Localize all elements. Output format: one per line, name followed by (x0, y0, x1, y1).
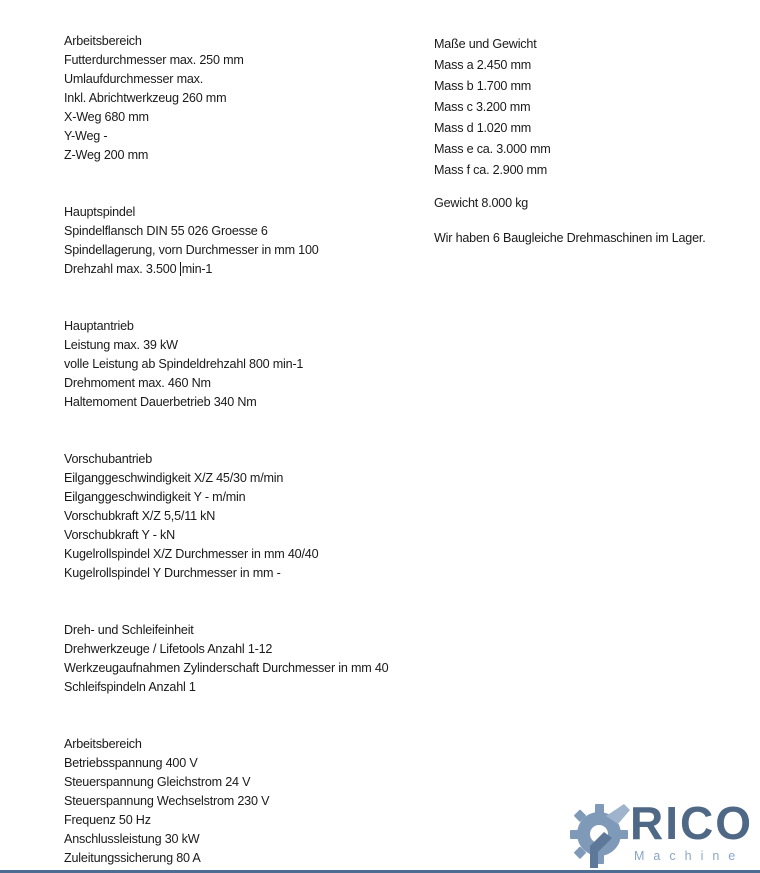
spec-line: Frequenz 50 Hz (64, 813, 151, 827)
logo-subtitle: Machine (634, 849, 745, 863)
dimension-line: Mass b 1.700 mm (434, 79, 532, 93)
spec-line: Eilganggeschwindigkeit Y - m/min (64, 490, 246, 504)
spec-line: Y-Weg - (64, 129, 108, 143)
spec-line: Leistung max. 39 kW (64, 338, 178, 352)
dimension-line: Mass d 1.020 mm (434, 121, 532, 135)
spec-line: Anschlussleistung 30 kW (64, 832, 200, 846)
logo-wordmark: RICO (630, 797, 753, 849)
spec-line: Spindelflansch DIN 55 026 Groesse 6 (64, 224, 268, 238)
spec-line: Kugelrollspindel Y Durchmesser in mm - (64, 566, 281, 580)
weight-line: Gewicht 8.000 kg (434, 196, 529, 210)
dimension-line: Mass a 2.450 mm (434, 58, 532, 72)
section-heading: Vorschubantrieb (64, 452, 153, 466)
dimension-line: Mass c 3.200 mm (434, 100, 531, 114)
spec-line: Vorschubkraft Y - kN (64, 528, 176, 542)
spec-line: Haltemoment Dauerbetrieb 340 Nm (64, 395, 257, 409)
spec-line: Werkzeugaufnahmen Zylinderschaft Durchmesser in mm 40 (64, 661, 389, 675)
section-hauptantrieb (64, 317, 454, 412)
stock-note: Wir haben 6 Baugleiche Drehmaschinen im Lager. (434, 231, 706, 245)
section-heading: Hauptantrieb (64, 319, 134, 333)
section-hauptspindel (64, 203, 454, 279)
spec-line: X-Weg 680 mm (64, 110, 149, 124)
section-arbeitsbereich (64, 32, 454, 165)
section-heading: Hauptspindel (64, 205, 136, 219)
spec-line: Umlaufdurchmesser max. (64, 72, 204, 86)
section-heading: Arbeitsbereich (64, 737, 142, 751)
spec-line: volle Leistung ab Spindeldrehzahl 800 min-1 (64, 357, 304, 371)
spec-line: Betriebsspannung 400 V (64, 756, 198, 770)
spec-line: Schleifspindeln Anzahl 1 (64, 680, 196, 694)
spec-line: Zuleitungssicherung 80 A (64, 851, 201, 865)
spec-line: Steuerspannung Gleichstrom 24 V (64, 775, 251, 789)
dimension-line: Mass f ca. 2.900 mm (434, 163, 548, 177)
spec-line: Steuerspannung Wechselstrom 230 V (64, 794, 270, 808)
dimension-line: Mass e ca. 3.000 mm (434, 142, 551, 156)
spec-line: Inkl. Abrichtwerkzeug 260 mm (64, 91, 227, 105)
spec-line-part: Drehzahl max. 3.500 (64, 262, 177, 276)
section-vorschubantrieb (64, 450, 454, 583)
spec-line: Futterdurchmesser max. 250 mm (64, 53, 244, 67)
section-heading: Dreh- und Schleifeinheit (64, 623, 194, 637)
section-arbeitsbereich-elektrik (64, 735, 454, 868)
spec-line: Drehmoment max. 460 Nm (64, 376, 211, 390)
spec-line: Drehwerkzeuge / Lifetools Anzahl 1-12 (64, 642, 273, 656)
left-column (64, 32, 454, 868)
spec-line (64, 260, 454, 279)
spec-line: Vorschubkraft X/Z 5,5/11 kN (64, 509, 216, 523)
spec-line: Spindellagerung, vorn Durchmesser in mm 100 (64, 243, 319, 257)
section-heading: Arbeitsbereich (64, 34, 142, 48)
section-dreh-und-schleifeinheit (64, 621, 454, 697)
spec-line: Z-Weg 200 mm (64, 148, 149, 162)
section-heading-masse-und-gewicht: Maße und Gewicht (434, 37, 537, 51)
gear-wrench-icon (570, 804, 630, 868)
spec-line-part: min-1 (181, 262, 213, 276)
right-column (434, 34, 754, 249)
spec-line: Eilganggeschwindigkeit X/Z 45/30 m/min (64, 471, 284, 485)
spec-line: Kugelrollspindel X/Z Durchmesser in mm 40/40 (64, 547, 319, 561)
